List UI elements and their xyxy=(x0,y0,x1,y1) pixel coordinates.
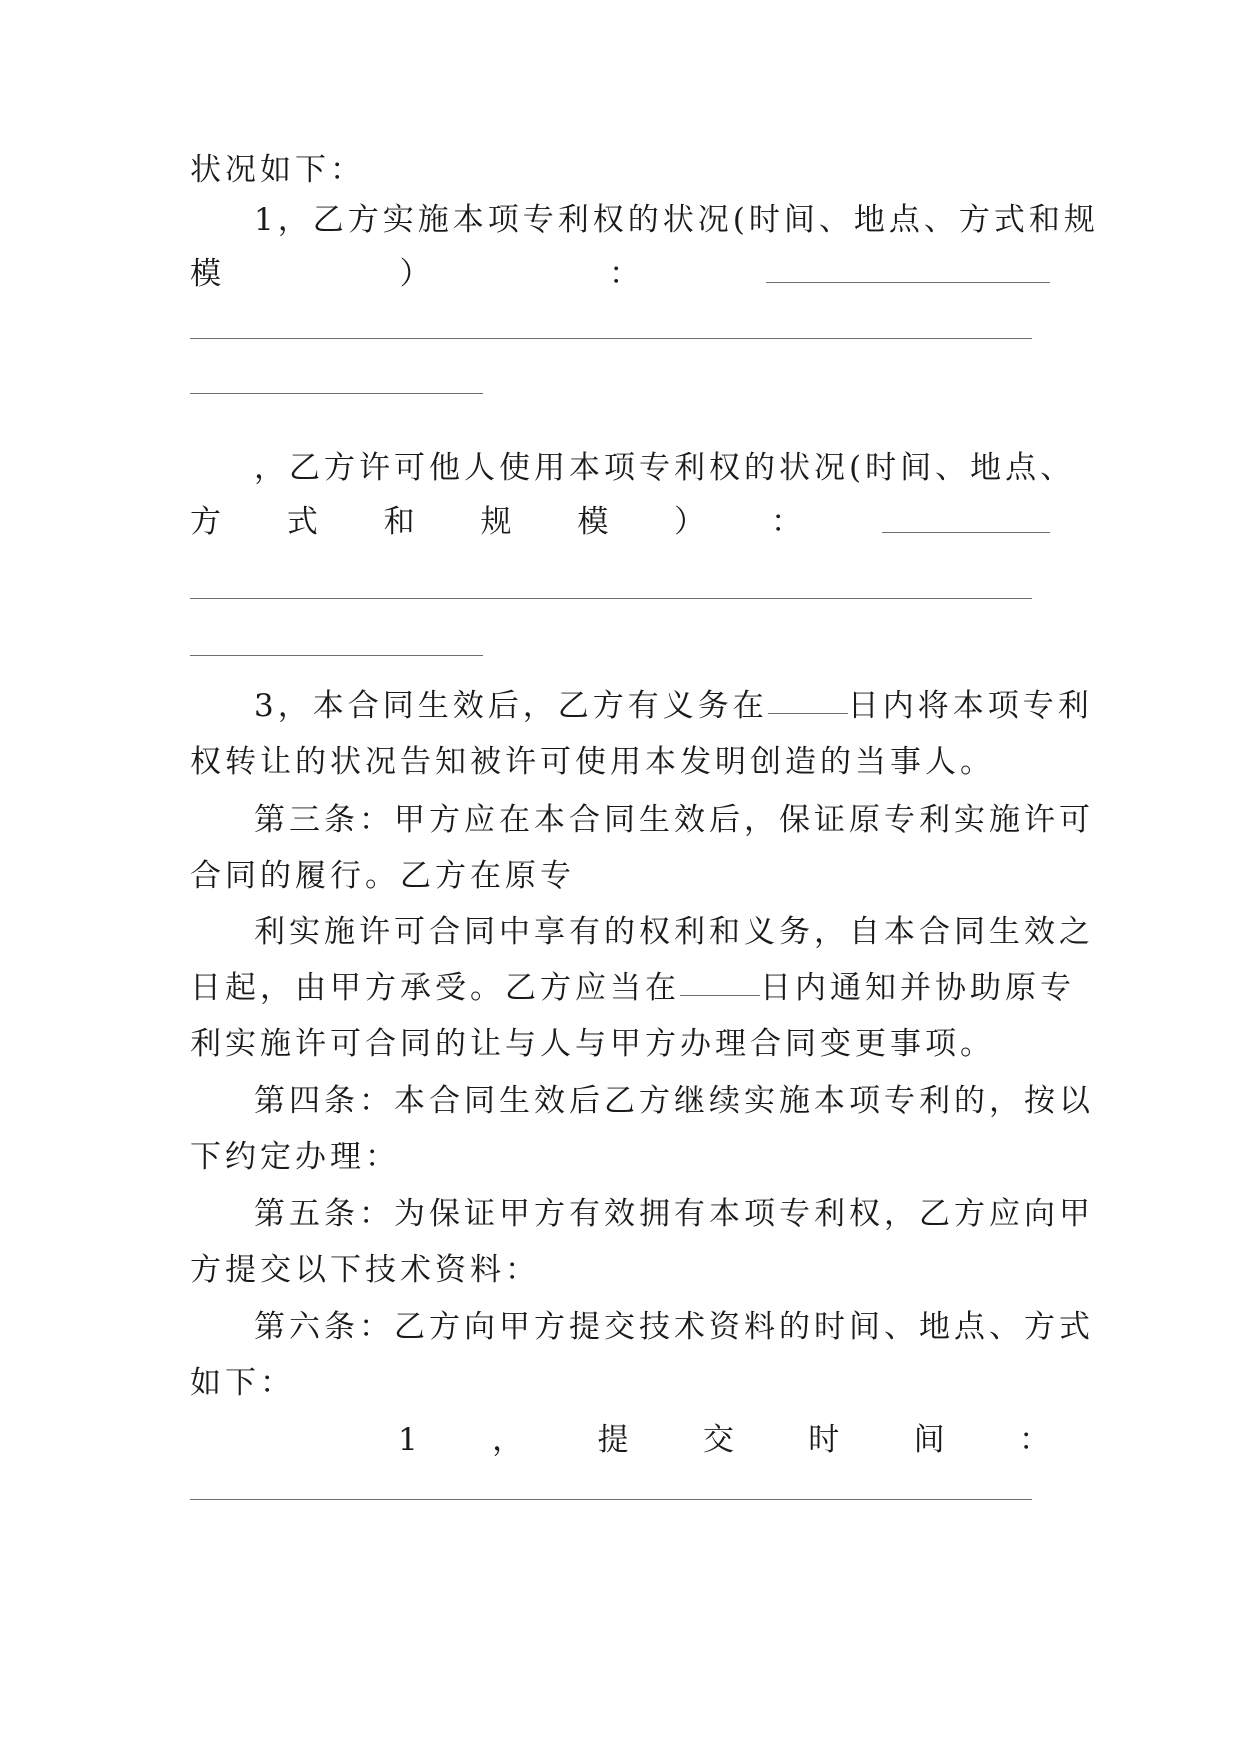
text-fragment: ） xyxy=(674,504,706,540)
fill-blank-line xyxy=(680,995,760,996)
article-6-line-2: 如下： xyxy=(190,1365,295,1401)
fill-blank-line xyxy=(190,1499,1032,1500)
text-fragment: 模 xyxy=(190,256,221,292)
article-4-line-1: 第四条：本合同生效后乙方继续实施本项专利的，按以 xyxy=(254,1083,1094,1119)
fill-blank-line xyxy=(190,338,1032,339)
item-3-line-1 xyxy=(254,686,1093,726)
text-fragment: ） xyxy=(399,256,431,292)
article-3-cont-line-2 xyxy=(190,968,1075,1008)
item-1-line-2 xyxy=(190,254,640,294)
article-3-cont-line-1: 利实施许可合同中享有的权利和义务，自本合同生效之 xyxy=(254,914,1094,950)
fill-blank-line xyxy=(766,282,1050,283)
text-fragment: 日起，由甲方承受。乙方应当在 xyxy=(190,970,680,1006)
item-2-line-2 xyxy=(190,502,802,542)
fill-blank-line xyxy=(882,532,1050,533)
text-fragment: 交 xyxy=(702,1422,734,1458)
article-3-cont-line-3: 利实施许可合同的让与人与甲方办理合同变更事项。 xyxy=(190,1026,995,1062)
text-fragment: 1 xyxy=(398,1422,418,1458)
text-fragment: 3，本合同生效后，乙方有义务在 xyxy=(254,688,768,724)
item-2-line-1: ，乙方许可他人使用本项专利权的状况(时间、地点、 xyxy=(254,450,1076,486)
fill-blank-line xyxy=(190,393,483,394)
item-3-line-2: 权转让的状况告知被许可使用本发明创造的当事人。 xyxy=(190,744,995,780)
article-3-line-1: 第三条：甲方应在本合同生效后，保证原专利实施许可 xyxy=(254,802,1094,838)
text-fragment: 方 xyxy=(190,504,221,540)
text-fragment: ： xyxy=(609,256,640,292)
text-fragment: 时 xyxy=(808,1422,840,1458)
text-fragment: 日内将本项专利 xyxy=(847,688,1093,724)
text-fragment: 提 xyxy=(597,1422,629,1458)
fill-blank-line xyxy=(190,598,1032,599)
text-fragment: ： xyxy=(1018,1422,1050,1458)
article-4-line-2: 下约定办理： xyxy=(190,1139,400,1175)
text-fragment: 规 xyxy=(480,504,512,540)
text-fragment: ： xyxy=(770,504,802,540)
text-fragment: 模 xyxy=(577,504,609,540)
text-fragment: 日内通知并协助原专 xyxy=(760,970,1075,1006)
item-1-line-1: 1，乙方实施本项专利权的状况(时间、地点、方式和规 xyxy=(254,202,1099,238)
article-6-line-1: 第六条：乙方向甲方提交技术资料的时间、地点、方式 xyxy=(254,1309,1094,1345)
text-fragment: ， xyxy=(492,1422,524,1458)
sub-item-1-submit-time xyxy=(398,1420,1050,1460)
article-5-line-1: 第五条：为保证甲方有效拥有本项专利权，乙方应向甲 xyxy=(254,1196,1094,1232)
text-fragment: 间 xyxy=(913,1422,945,1458)
article-5-line-2: 方提交以下技术资料： xyxy=(190,1252,540,1288)
text-fragment: 和 xyxy=(383,504,415,540)
fill-blank-line xyxy=(768,713,848,714)
fill-blank-line xyxy=(190,655,483,656)
article-3-line-2: 合同的履行。乙方在原专 xyxy=(190,858,575,894)
text-fragment: 式 xyxy=(286,504,318,540)
paragraph-continuation: 状况如下： xyxy=(190,152,365,188)
